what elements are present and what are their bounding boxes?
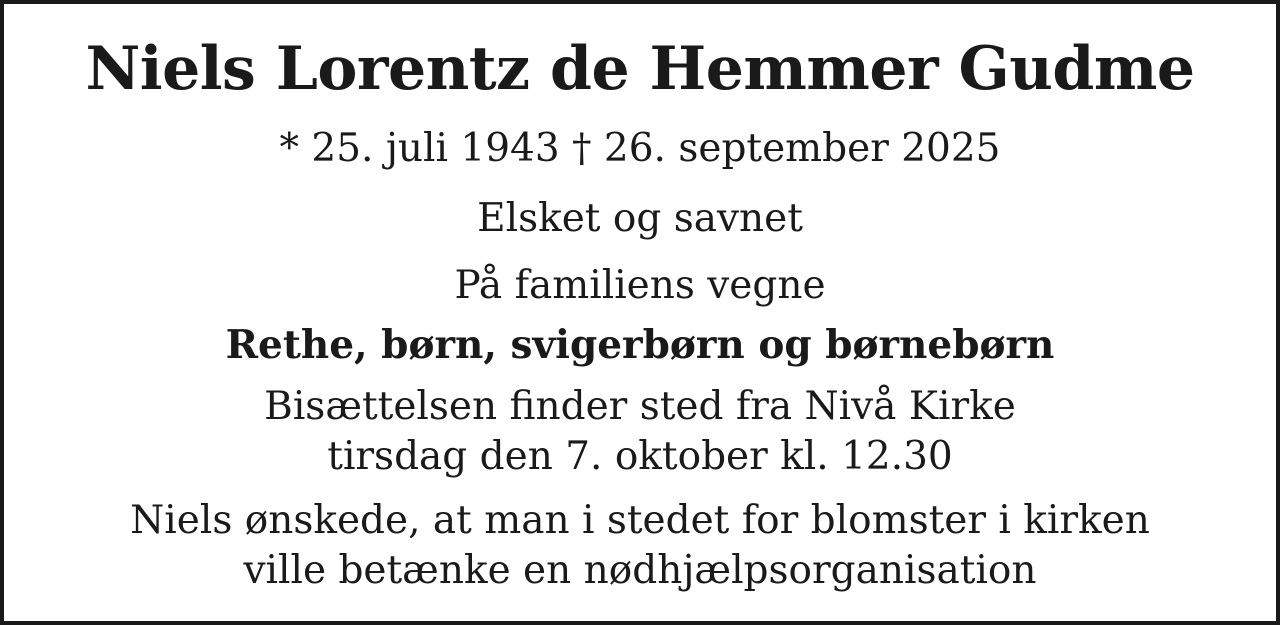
funeral-time: tirsdag den 7. oktober kl. 12.30 [327,434,953,479]
flower-wish-line-1: Niels ønskede, at man i stedet for blomster i kirken [130,498,1150,543]
funeral-info [4,382,1276,482]
flower-wish-line-2: ville betænke en nødhjælpsorganisation [243,548,1037,593]
flower-wish [4,496,1276,596]
on-behalf-text: På familiens vegne [454,263,826,308]
life-dates: * 25. juli 1943 † 26. september 2025 [279,126,1001,171]
deceased-name: Niels Lorentz de Hemmer Gudme [85,34,1195,104]
family-names: Rethe, børn, svigerbørn og børnebørn [225,322,1055,368]
beloved-text: Elsket og savnet [477,196,803,241]
funeral-location: Bisættelsen finder sted fra Nivå Kirke [264,384,1016,429]
